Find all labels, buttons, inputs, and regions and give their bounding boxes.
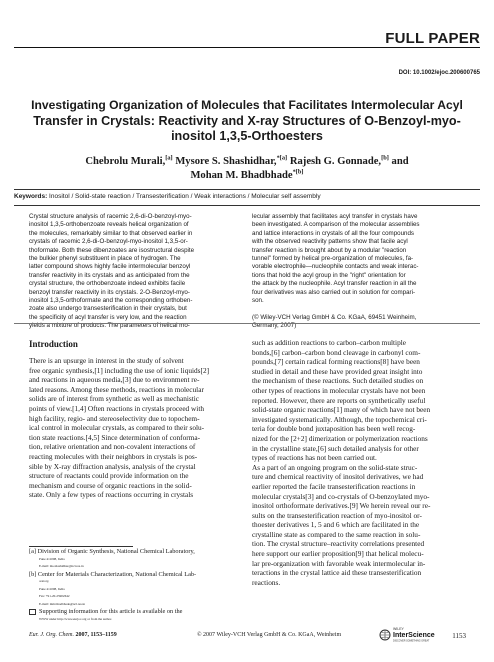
page-number: 1153 xyxy=(452,632,466,640)
text-line: the attack by the nucleophile. Acyl transfer reaction in all the xyxy=(252,280,417,288)
logo-main-text: InterScience xyxy=(393,632,435,639)
text-line: (© Wiley-VCH Verlag GmbH & Co. KGaA, 69451 Weinheim, xyxy=(252,313,417,321)
abstract-left-column xyxy=(29,213,243,330)
text-line: inositol orthoformate derivatives.[9] We herein reveal our re- xyxy=(252,501,431,511)
text-line: tion state reactions.[4,5] Since determination of conforma- xyxy=(29,432,201,442)
affiliation-marker: *[a] xyxy=(276,154,288,162)
author-name: Mysore S. Shashidhar, xyxy=(175,156,277,167)
text-line: and reactions in aqueous media,[3] due to environment re- xyxy=(29,375,200,385)
text-line: sible by X-ray diffraction analysis, analysis of the crystal xyxy=(29,461,196,471)
text-line: crystalline state as compared to the same reaction in solu- xyxy=(252,529,421,539)
keywords xyxy=(14,193,480,200)
author-name: Mohan M. Bhadbhade xyxy=(190,170,293,181)
page-footer xyxy=(29,627,466,643)
text-line: tions that hold the acyl group in the "right" orientation for xyxy=(252,271,406,279)
interscience-logo xyxy=(379,624,439,644)
author-line xyxy=(30,155,464,169)
text-line: the specificity of acyl transfer is very low, and the reaction xyxy=(29,313,187,321)
doi[interactable]: DOI: 10.1002/ejoc.200600765 xyxy=(398,70,480,76)
text-line: pounds,[7] certain radical forming reactions[8] have been xyxy=(252,357,420,367)
text-line: high facility, regio- and stereoselectivity due to topochem- xyxy=(29,413,200,423)
text-line: molecular crystals[3] and co-crystals of O-benzoylated myo- xyxy=(252,491,430,501)
text-line: tion. The crystal structure–reactivity correlations presented xyxy=(252,539,425,549)
text-line: yields a mixture of products. The parameters of helical mo- xyxy=(29,322,190,330)
author-name: Chebrolu Murali, xyxy=(85,156,166,167)
text-line: transfer reactivity in its crystals and as anticipated from the xyxy=(29,271,190,279)
text-line: solids are of interest from synthetic as well as mechanistic xyxy=(29,394,200,404)
affiliation-marker: *[b] xyxy=(292,168,304,176)
footnote-line: [b] Center for Materials Characterization, National Chemical Lab- xyxy=(29,570,197,578)
text-line: zoate also undergo transesterification in their crystals, but xyxy=(29,305,187,313)
text-line: Crystal structure analysis of racemic 2,6-di-O-benzoyl-myo- xyxy=(29,213,192,220)
text-line: lecular assembly that facilitates acyl transfer in crystals have xyxy=(252,213,418,220)
text-line: latter compound shows highly facile intermolecular benzoyl xyxy=(29,263,191,271)
text-line: inositol 1,3,5-orthoformate and the corresponding orthoben- xyxy=(29,296,193,304)
footnote-line[interactable]: WWW under http://www.eurjoc.org or from the author. xyxy=(39,616,113,621)
text-line: thoester derivatives 1, 5 and 6 which are facilitated in the xyxy=(252,520,420,530)
text-line: crystal structure, the orthobenzoate indeed exhibits facile xyxy=(29,280,186,288)
section-heading: Introduction xyxy=(29,339,78,349)
text-line: earlier reported the facile transesterification reactions in xyxy=(252,481,416,491)
text-line: the bulkier phenyl substituent in place of hydrogen. The xyxy=(29,254,181,262)
keywords-top-rule xyxy=(14,189,480,190)
footnote-line: Pune 411008, India xyxy=(39,586,65,591)
author-name: Rajesh G. Gonnade, xyxy=(289,156,382,167)
footnote-line[interactable]: E-mail: mm.bhadbhade@ncl.res.in xyxy=(39,601,86,606)
text-line: As a part of an ongoing program on the solid-state struc- xyxy=(252,462,418,472)
supporting-info-line xyxy=(29,608,243,616)
text-line: state. Only a few types of reactions occurring in crystals xyxy=(29,490,194,500)
text-line: types of reactions has not been carried out. xyxy=(252,453,377,463)
text-line: ical control in molecular crystals, as compared to their solu- xyxy=(29,423,205,433)
keywords-text: Inositol / Solid-state reaction / Transesterification / Weak interactions / Molecular self assembly xyxy=(49,193,321,200)
keywords-bottom-rule xyxy=(14,205,480,206)
text-line: the molecules, remarkably similar to that observed earlier in xyxy=(29,229,193,237)
text-line: studied in detail and these have provided great insight into xyxy=(252,366,423,376)
text-line: benzoyl transfer reactivity in its crystals. 2-O-Benzoyl-myo- xyxy=(29,288,190,296)
text-line: teractions in the crystal lattice aid these transesterification xyxy=(252,568,422,578)
text-line: four derivatives was also carried out in solution for compari- xyxy=(252,288,416,296)
text-line: structure of reactants could provide information on the xyxy=(29,471,189,481)
supporting-info-icon xyxy=(29,609,36,615)
text-line: tunnel" formed by helical pre-organization of molecules, fa- xyxy=(252,254,414,262)
text-line: solid-state organic reactions[1] many of which have not been xyxy=(252,405,431,415)
journal-year-pages: 2007, 1153–1159 xyxy=(75,632,117,638)
text-line: inositol 1,3,5-orthobenzoate reveals helical organization of xyxy=(29,221,189,229)
text-line: the mechanism of these reactions. Such detailed studies on xyxy=(252,376,424,386)
text-line: mechanism and course of organic reactions in the solid- xyxy=(29,480,192,490)
text-line: such as addition reactions to carbon–carbon multiple xyxy=(252,338,407,347)
text-line: investigated systematically. Although, the topochemical cri- xyxy=(252,414,427,424)
footnote-rule xyxy=(29,546,133,547)
body-right-column xyxy=(252,338,466,587)
text-line: There is an upsurge in interest in the study of solvent xyxy=(29,356,184,365)
abstract-rule xyxy=(14,323,480,324)
keywords-label: Keywords: xyxy=(14,193,48,200)
text-line: been investigated. A comparison of the molecular assemblies xyxy=(252,221,420,229)
text-line: vorable electrophile—nucleophile contacts and weak interac- xyxy=(252,263,419,271)
text-line: teria for double bond juxtaposition has been well recog- xyxy=(252,424,416,434)
text-line: transfer reaction is brought about by a modular "reaction xyxy=(252,246,407,254)
journal-name: Eur. J. Org. Chem. xyxy=(29,632,74,638)
footnote-line: Fax: +91-20-25902642 xyxy=(39,594,70,598)
author-conjunction: and xyxy=(391,156,409,167)
footnote-line[interactable]: E-mail: ms.shashidhar@ncl.res.in xyxy=(39,564,84,568)
section-type-label: FULL PAPER xyxy=(377,30,480,47)
text-line: ture and chemical reactivity of inositol derivatives, we had xyxy=(252,472,424,482)
text-line: reported. However, there are reports on synthetically useful xyxy=(252,395,426,405)
footnote-text: Supporting information for this article is available on the xyxy=(39,608,183,615)
text-line: crystals of racemic 2,6-di-O-benzoyl-myo-inositol 1,3,5-or- xyxy=(29,238,188,246)
text-line xyxy=(252,305,466,313)
text-line: Germany, 2007) xyxy=(252,322,297,330)
body-left-column xyxy=(29,356,243,500)
title-line: Transfer in Crystals: Reactivity and X-ray Structures of O-Benzoyl-myo- xyxy=(33,113,461,128)
affiliation-marker: [b] xyxy=(381,154,389,162)
text-line: and lattice interactions in crystals of all the four compounds xyxy=(252,229,414,237)
affiliation-marker: [a] xyxy=(165,154,173,162)
text-line: reacting molecules with their neighbors in crystals is pos- xyxy=(29,451,198,461)
text-line: tion, relative orientation and non-covalent interactions of xyxy=(29,442,196,452)
logo-sub-text: DISCOVER SOMETHING GREAT xyxy=(393,639,430,643)
text-line: reactions. xyxy=(252,577,281,587)
text-line: bonds,[6] carbon–carbon bond cleavage in carbonyl com- xyxy=(252,347,421,357)
copyright-notice: © 2007 Wiley-VCH Verlag GmbH & Co. KGaA, Weinheim xyxy=(197,632,342,638)
journal-citation xyxy=(29,632,117,638)
author-line xyxy=(30,169,464,183)
footnote-line: oratory, xyxy=(39,579,50,583)
title-line: Investigating Organization of Molecules that Facilitates Intermolecular Acyl xyxy=(31,98,463,112)
text-line: points of view.[1,4] Often reactions in crystals proceed with xyxy=(29,403,205,413)
text-line: in the crystalline state,[6] such detailed analysis for other xyxy=(252,443,419,453)
footnote-line: [a] Division of Organic Synthesis, National Chemical Laboratory, xyxy=(29,548,195,555)
title-line: inositol 1,3,5-Orthoesters xyxy=(171,129,323,143)
text-line: lar pre-organization with favorable weak intermolecular in- xyxy=(252,558,426,568)
text-line: lated reasons. Among these methods, reactions in molecular xyxy=(29,384,204,394)
footnote-line: Pune 411008, India xyxy=(39,556,65,561)
author-list xyxy=(30,155,464,183)
text-line: with the observed reactivity patterns show that facile acyl xyxy=(252,238,408,246)
text-line: free organic synthesis,[1] including the use of ionic liquids[2] xyxy=(29,365,210,375)
text-line: here support our earlier proposition[9] that helical molecu- xyxy=(252,549,424,559)
text-line: nized for the [2+2] dimerization or polymerization reactions xyxy=(252,433,428,443)
text-line: thoformate. Both these dibenzoates are isostructural despite xyxy=(29,246,195,254)
journal-header xyxy=(14,30,480,50)
text-line: sults on the transesterification reaction of myo-inositol or- xyxy=(252,510,422,520)
article-title xyxy=(30,98,464,145)
logo-top-text: WILEY xyxy=(393,627,404,631)
text-line: son. xyxy=(252,296,264,304)
affiliation-footnotes xyxy=(29,548,243,623)
header-rule xyxy=(14,47,480,48)
abstract-right-column xyxy=(252,213,466,330)
text-line: other types of reactions in molecular crystals have not been xyxy=(252,385,426,395)
